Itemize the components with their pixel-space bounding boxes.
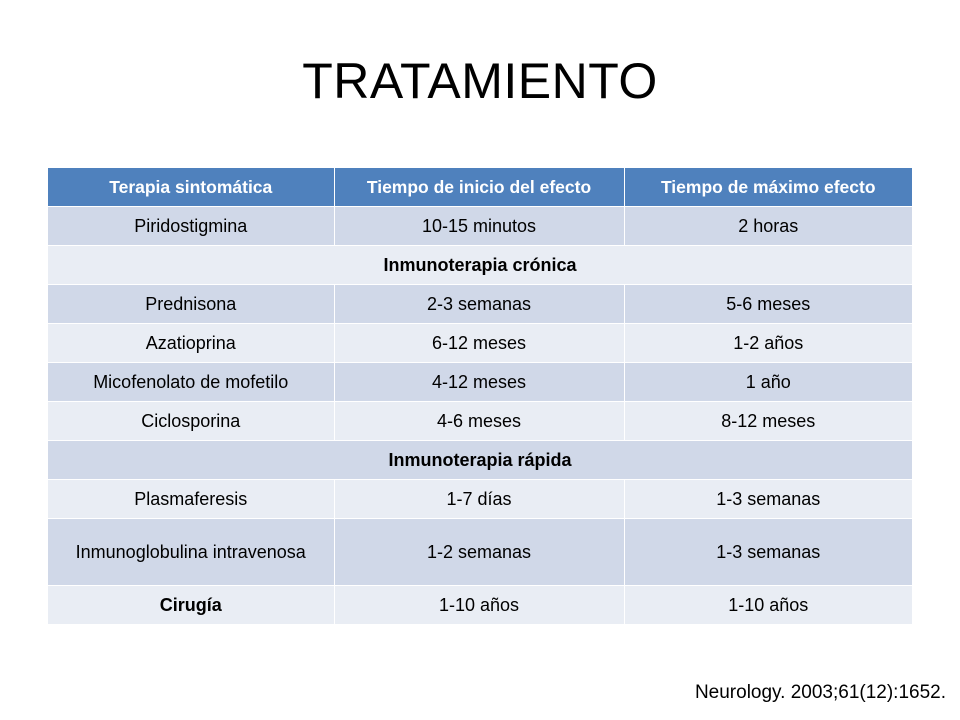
section-title-rapida: Inmunoterapia rápida (48, 441, 912, 480)
cell-onset: 2-3 semanas (334, 285, 624, 324)
cell-onset: 1-2 semanas (334, 519, 624, 586)
section-row (48, 441, 912, 480)
section-title-cronica: Inmunoterapia crónica (48, 246, 912, 285)
cell-therapy: Plasmaferesis (48, 480, 334, 519)
table-row (48, 402, 912, 441)
header-maximo: Tiempo de máximo efecto (624, 168, 912, 207)
cell-therapy: Cirugía (48, 586, 334, 625)
section-row (48, 246, 912, 285)
cell-therapy: Azatioprina (48, 324, 334, 363)
cell-therapy: Micofenolato de mofetilo (48, 363, 334, 402)
cell-max-effect: 2 horas (624, 207, 912, 246)
table-row (48, 285, 912, 324)
cell-therapy: Piridostigmina (48, 207, 334, 246)
table-row (48, 324, 912, 363)
table-row (48, 207, 912, 246)
cell-max-effect: 5-6 meses (624, 285, 912, 324)
cell-therapy: Ciclosporina (48, 402, 334, 441)
cell-max-effect: 8-12 meses (624, 402, 912, 441)
cell-onset: 6-12 meses (334, 324, 624, 363)
cell-max-effect: 1-3 semanas (624, 519, 912, 586)
table-row (48, 586, 912, 625)
citation: Neurology. 2003;61(12):1652. (694, 682, 946, 703)
cell-therapy: Prednisona (48, 285, 334, 324)
cell-onset: 1-7 días (334, 480, 624, 519)
slide-title: TRATAMIENTO (302, 53, 658, 109)
cell-max-effect: 1-2 años (624, 324, 912, 363)
cell-onset: 1-10 años (334, 586, 624, 625)
cell-max-effect: 1-3 semanas (624, 480, 912, 519)
cell-onset: 4-12 meses (334, 363, 624, 402)
table-row (48, 480, 912, 519)
table-row (48, 519, 912, 586)
cell-onset: 10-15 minutos (334, 207, 624, 246)
cell-therapy: Inmunoglobulina intravenosa (48, 519, 334, 586)
cell-max-effect: 1 año (624, 363, 912, 402)
table-row (48, 363, 912, 402)
treatment-table (48, 168, 912, 624)
header-inicio: Tiempo de inicio del efecto (334, 168, 624, 207)
cell-onset: 4-6 meses (334, 402, 624, 441)
cell-max-effect: 1-10 años (624, 586, 912, 625)
header-terapia: Terapia sintomática (48, 168, 334, 207)
table-header-row (48, 168, 912, 207)
